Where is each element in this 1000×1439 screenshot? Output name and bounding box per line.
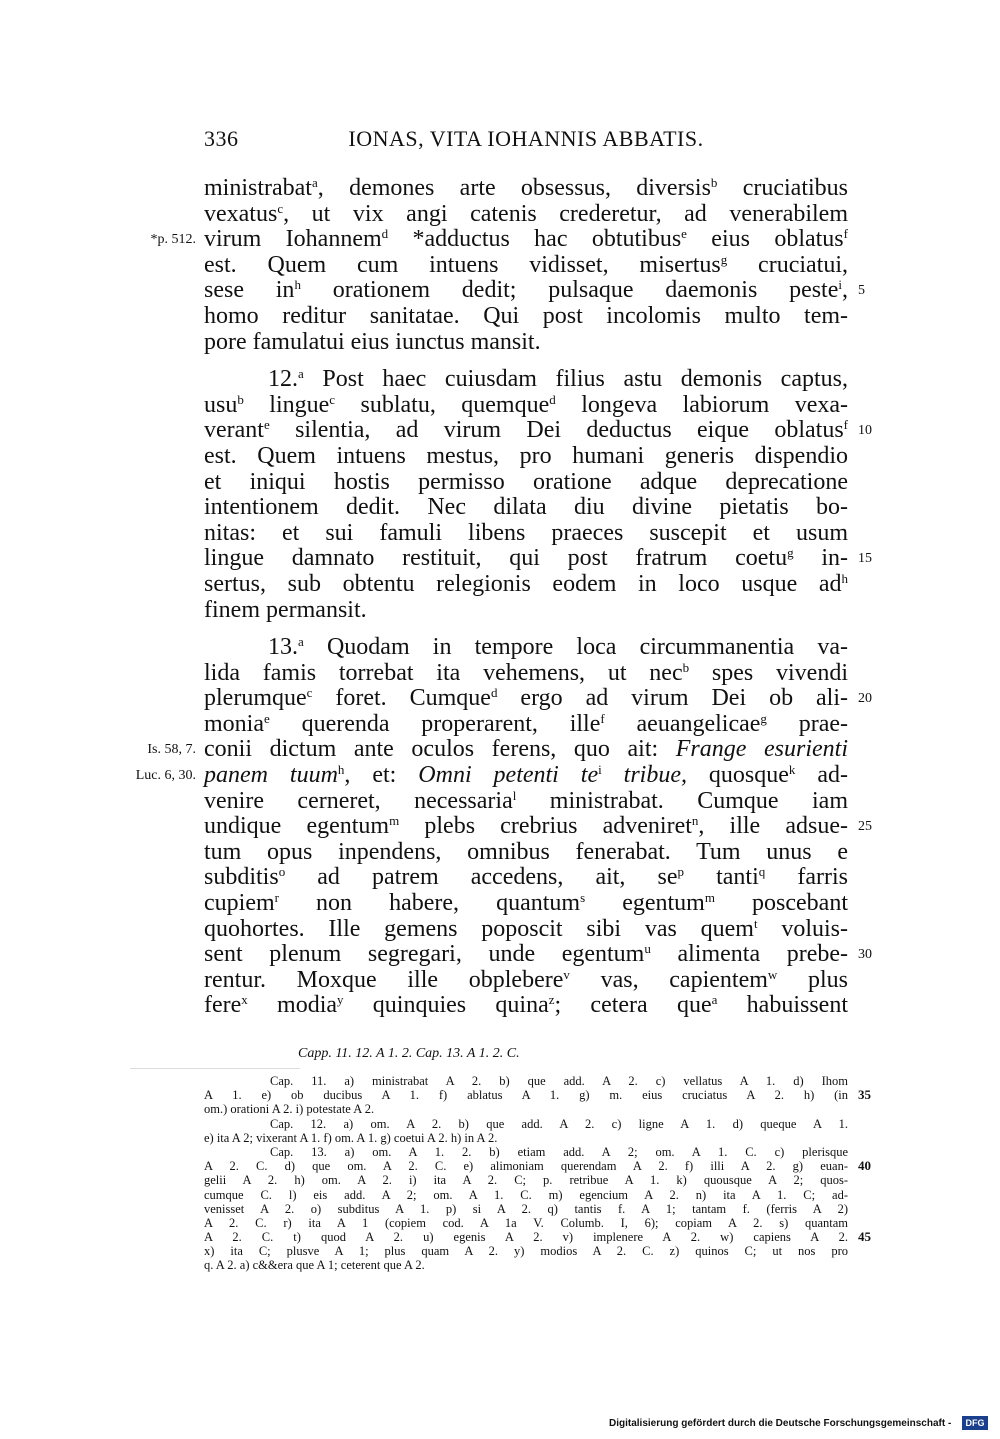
text-line: est. Quem cum intuens vidisset, misertus$^g$ cruciatui,	[204, 251, 849, 278]
margin-ref: Luc. 6, 30.	[135, 768, 196, 784]
note-line: gelii A 2. h) om. A 2. i) ita A 2. C; p. retribue A 1. k) quousque A 2; quos-	[204, 1173, 848, 1188]
manuscript-sigla: Capp. 11. 12. A 1. 2. Cap. 13. A 1. 2. C.	[298, 1046, 520, 1061]
text-line: rentur. Moxque ille obplebere$^v$ vas, capientem$^w$ plus	[204, 966, 849, 993]
text-line: subditis$^o$ ad patrem accedens, ait, $se^p$ tanti$^q$ farris	[204, 864, 848, 891]
margin-ref: Is. 58, 7.	[147, 742, 196, 758]
text-line: tum opus inpendens, omnibus fenerabat. Tum unus e	[204, 838, 848, 865]
note-line: A 2. C. d) que om. A 2. C. e) alimoniam querendam A 2. f) illi A 2. g) euan- 40	[204, 1158, 871, 1174]
divider	[130, 1068, 300, 1069]
text-line: monia$^e$ querenda properarent, ille$^f$ aeuangelicae$^g$ prae-	[204, 710, 849, 737]
text-line: *p. 512. virum Iohannem$^d$ *adductus hac obtutibus$^e$ eius oblatus$^f$	[150, 226, 848, 253]
text-line: plerumque$^c$ foret. Cumque$^d$ ergo ad virum Dei ob ali- 20	[204, 685, 872, 712]
line-number: 10	[858, 423, 872, 439]
text-line: verant$^e$ silentia, ad virum Dei deductus eique oblatus$^f$ 10	[204, 417, 872, 444]
page-number: 336	[204, 126, 239, 151]
note-line: x) ita C; plusve A 1; plus quam A 2. y) modios A 2. C. z) quinos C; ut nos pro	[204, 1244, 848, 1259]
line-number: 40	[858, 1158, 871, 1174]
text-line: fere$^x$ modia$^y$ quinquies quina$^z$; cetera que$^a$ habuissent	[204, 992, 848, 1019]
line-number: 5	[858, 283, 865, 299]
note-line: e) ita A 2; vixerant A 1. f) om. A 1. g) coetui A 2. h) in A 2.	[204, 1130, 498, 1145]
note-line: A 2. C. r) ita A 1 (copiem cod. A 1a V. Columb. I, 6); copiam A 2. s) quantam	[204, 1215, 848, 1230]
line-number: 30	[858, 947, 872, 963]
text-line: est. Quem intuens mestus, pro humani generis dispendio	[204, 442, 848, 469]
dfg-logo: DFG	[962, 1416, 988, 1430]
text-line: cupiem$^r$ non habere, quantum$^s$ egentum$^m$ poscebant	[204, 890, 849, 917]
text-line: intentionem dedit. Nec dilata diu divine pietatis bo-	[204, 494, 848, 521]
note-line: cumque C. l) eis add. A 2; om. A 1. C. m) egencium A 2. n) ita A 1. C; ad-	[204, 1187, 848, 1202]
text-line: homo reditur sanitatae. Qui post incolomis multo tem-	[204, 302, 848, 329]
text-line: pore famulatui eius iunctus mansit.	[204, 328, 541, 355]
text-line: sent plenum segregari, unde egentum$^u$ alimenta prebe- 30	[204, 941, 872, 968]
text-line: quohortes. Ille gemens poposcit sibi vas quem$^t$ voluis-	[204, 915, 849, 942]
text-line: ministrabat$^a$, demones arte obsessus, diversis$^b$ cruciatibus	[204, 175, 848, 201]
note-line: venisset A 2. o) subditus A 1. p) si A 2. q) tantis f. A 1; tantam f. (ferris A 2)	[204, 1201, 848, 1216]
main-text	[135, 175, 872, 1019]
line-number: 15	[858, 551, 872, 567]
text-line: venire cerneret, necessaria$^l$ ministrabat. Cumque iam	[204, 787, 849, 814]
note-line: Cap. 12. a) om. A 2. b) que add. A 2. c) ligne A 1. d) queque A 1.	[270, 1116, 848, 1131]
text-line: sertus, sub obtentu relegionis eodem in loco usque $ad^h$	[204, 570, 848, 597]
digitization-credit: Digitalisierung gefördert durch die Deutsche Forschungsgemeinschaft -	[609, 1418, 952, 1429]
text-line: 13.$^a$ Quodam in tempore loca circummanentia va-	[268, 634, 848, 661]
text-line: Is. 58, 7. conii dictum ante oculos ferens, quo ait: Frange esurienti	[147, 736, 849, 763]
line-number: 25	[858, 819, 872, 835]
running-header	[204, 126, 848, 158]
text-line: nitas: et sui famuli libens praeces suscepit et usum	[204, 519, 848, 546]
text-line: lingue damnato restituit, qui post fratrum coetu$^g$ in- 15	[204, 545, 872, 572]
line-number: 45	[858, 1229, 871, 1245]
note-line: om.) orationi A 2. i) potestate A 2.	[204, 1102, 375, 1117]
text-line: sese $in^h$ orationem dedit; pulsaque daemonis peste$^i$, 5	[204, 277, 865, 304]
line-number: 35	[858, 1087, 871, 1103]
line-number: 20	[858, 691, 872, 707]
page-title: IONAS, VITA IOHANNIS ABBATIS.	[348, 126, 704, 151]
text-line: undique egentum$^m$ plebs crebrius adveniret$^n$, ille adsue- 25	[204, 813, 872, 840]
text-line: Luc. 6, 30. panem tuum$^h$, et: Omni petenti $te^i$ tribue, quosque$^k$ ad-	[135, 762, 848, 789]
text-line: et iniqui hostis permisso oratione adque deprecatione	[204, 468, 848, 495]
text-line: vexatus$^c$, ut vix angi catenis crederetur, ad venerabilem	[204, 200, 848, 227]
note-line: Cap. 13. a) om. A 1. 2. b) etiam add. A 2; om. A 1. C. c) plerisque	[270, 1144, 848, 1159]
apparatus-notes	[204, 1074, 871, 1273]
note-line: q. A 2. a) c&&era que A 1; ceterent que A 2.	[204, 1258, 425, 1273]
margin-ref: *p. 512.	[150, 232, 196, 248]
note-line: A 1. e) ob ducibus A 1. f) ablatus A 1. g) m. eius cruciatus A 2. h) (in 35	[204, 1087, 871, 1103]
text-line: 12.$^a$ Post haec cuiusdam filius astu demonis captus,	[268, 366, 848, 393]
note-line: Cap. 11. a) ministrabat A 2. b) que add. A 2. c) vellatus A 1. d) Ihom	[270, 1074, 848, 1088]
text-line: lida famis torrebat ita vehemens, ut nec$^b$ spes vivendi	[204, 659, 848, 686]
text-line: finem permansit.	[204, 596, 367, 623]
note-line: A 2. C. t) quod A 2. u) egenis A 2. v) implenere A 2. w) capiens A 2. 45	[204, 1229, 871, 1245]
text-line: usu$^b$ lingue$^c$ sublatu, quemque$^d$ longeva labiorum vexa-	[204, 391, 848, 418]
